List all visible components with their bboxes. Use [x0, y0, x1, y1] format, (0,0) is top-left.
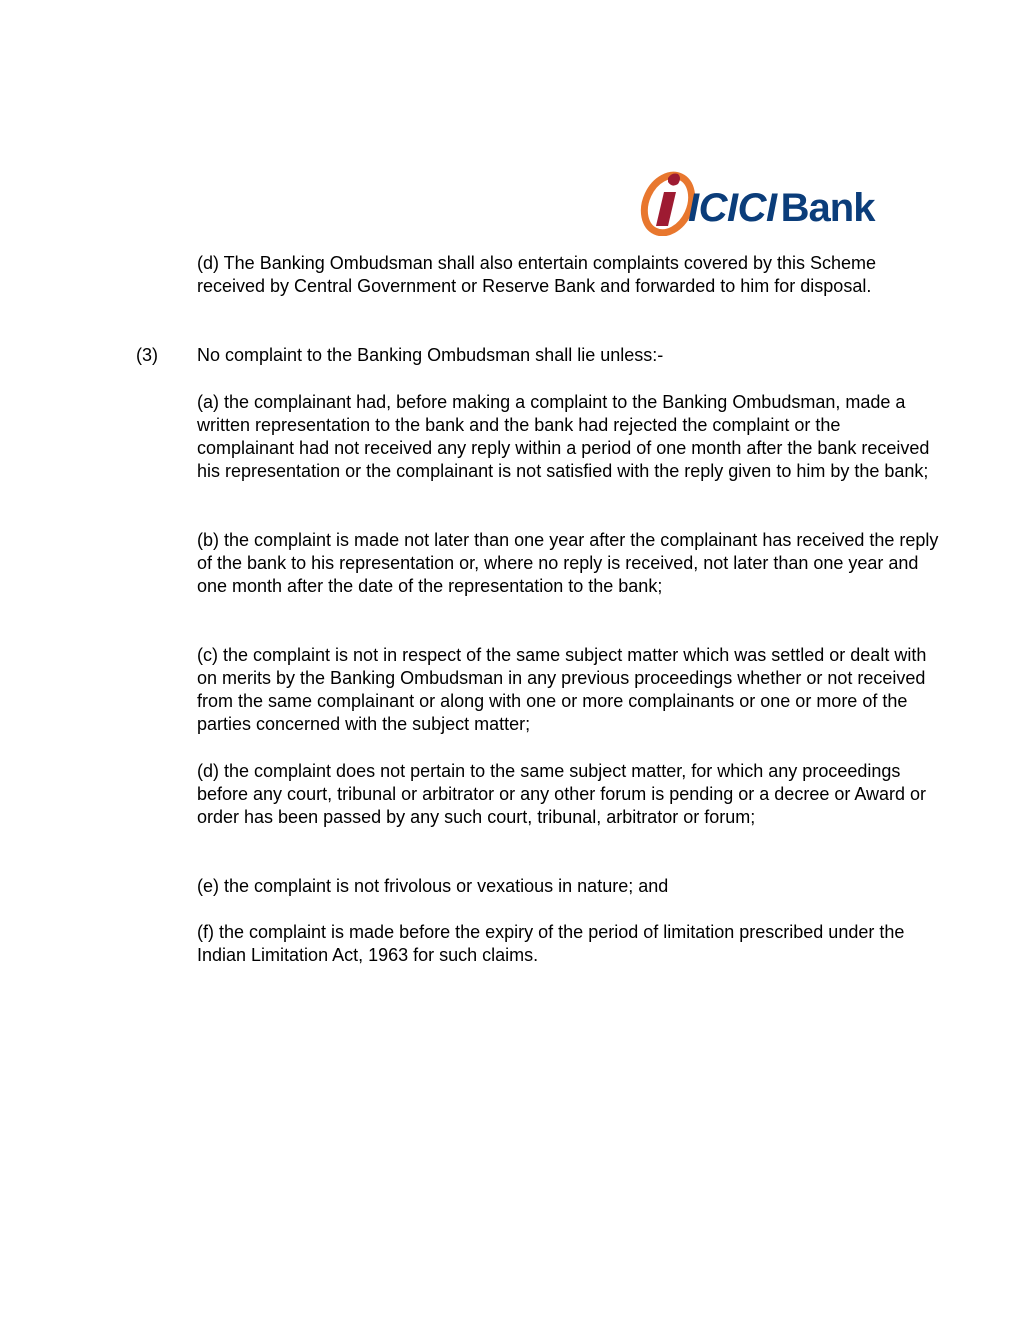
- clause-d-intro: (d) The Banking Ombudsman shall also entertain complaints covered by this Scheme received by Central Government or Reserve Bank and forwarded to him for disposal.: [197, 253, 877, 296]
- section-number: (3): [136, 345, 158, 365]
- icici-bank-logo: [638, 166, 938, 236]
- section-heading: No complaint to the Banking Ombudsman shall lie unless:-: [197, 345, 664, 365]
- list-item: (d) the complaint does not pertain to the same subject matter, for which any proceedings before any court, tribunal or arbitrator or any other forum is pending or a decree or Award or order has been passed by any such court, tribunal, arbitrator or forum;: [197, 761, 927, 827]
- logo-icici-text: ICICI: [688, 186, 777, 230]
- list-item: (c) the complaint is not in respect of the same subject matter which was settled or dealt with on merits by the Banking Ombudsman in any previous proceedings whether or not received from the same complainant or along with one or more complainants or one or more of the parties concerned with the subject matter;: [197, 645, 927, 734]
- logo-bank-text: Bank: [780, 186, 875, 230]
- list-item: (e) the complaint is not frivolous or vexatious in nature; and: [197, 876, 669, 896]
- list-item: (a) the complainant had, before making a complaint to the Banking Ombudsman, made a written representation to the bank and the bank had rejected the complaint or the complainant had not received any reply within a period of one month after the bank received his representation or the complainant is not satisfied with the reply given to him by the bank;: [197, 392, 930, 481]
- logo-wordmark: [688, 183, 874, 233]
- list-item: (f) the complaint is made before the expiry of the period of limitation prescribed under the Indian Limitation Act, 1963 for such claims.: [197, 922, 905, 965]
- list-item: (b) the complaint is made not later than one year after the complainant has received the reply of the bank to his representation or, where no reply is received, not later than one year and one month after the date of the representation to the bank;: [197, 530, 939, 596]
